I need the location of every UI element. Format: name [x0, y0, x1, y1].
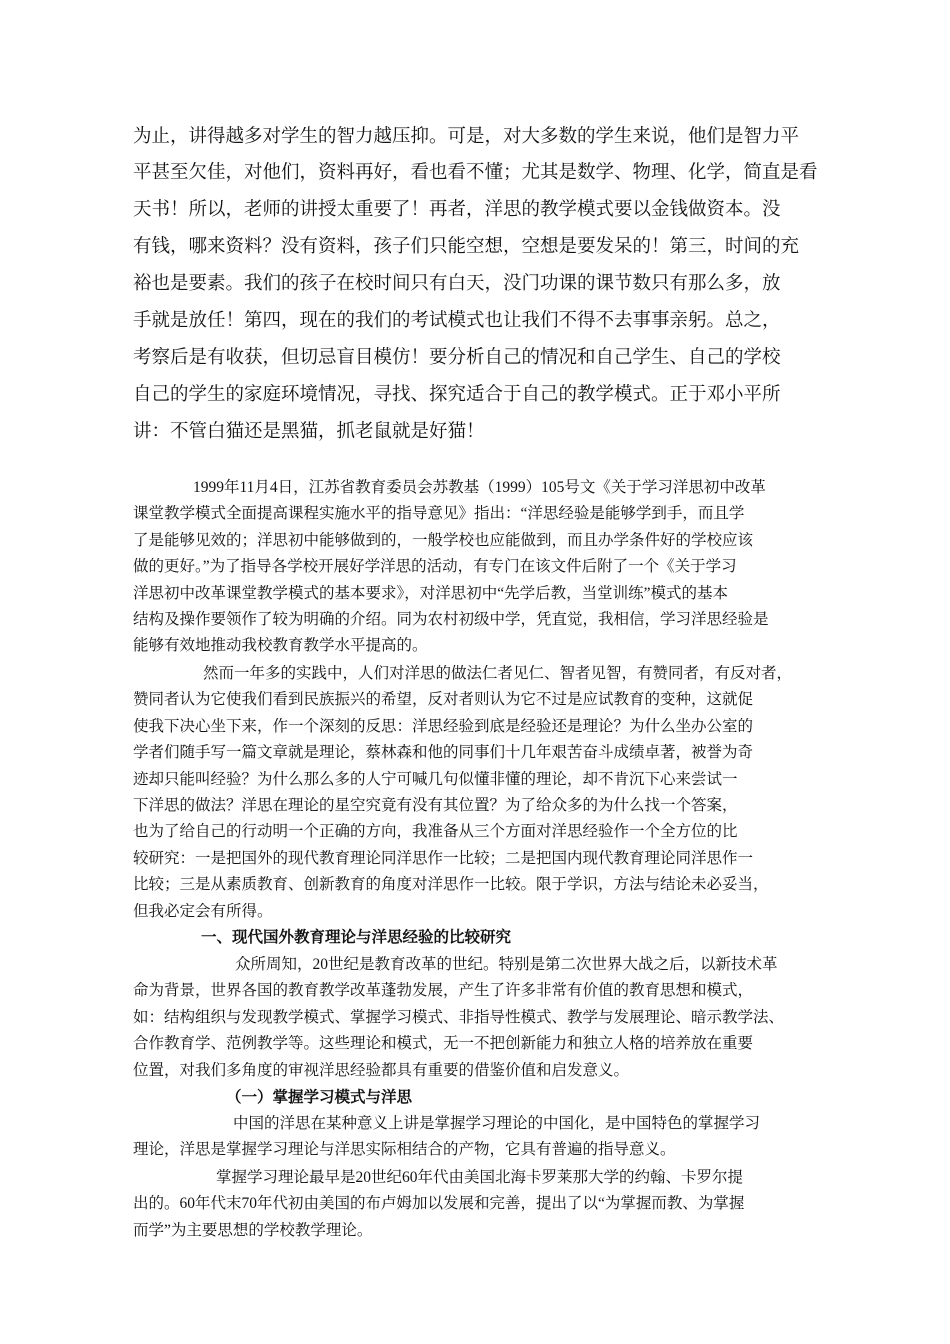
text-line: 了是能够见效的；洋思初中能够做到的，一般学校也应能做到，而且办学条件好的学校应该	[133, 531, 754, 549]
text-line: 学者们随手写一篇文章就是理论，蔡林森和他的同事们十几年艰苦奋斗成绩卓著，被誉为奇	[133, 744, 754, 762]
text-line: 理论，洋思是掌握学习理论与洋思实际相结合的产物，它具有普遍的指导意义。	[133, 1141, 676, 1159]
upper-text-block	[133, 120, 826, 450]
text-line: 为止，讲得越多对学生的智力越压抑。可是，对大多数的学生来说，他们是智力平	[133, 126, 800, 147]
text-line: 赞同者认为它使我们看到民族振兴的希望，反对者则认为它不过是应试教育的变种，这就促	[133, 691, 754, 709]
text-line: 考察后是有收获，但切忌盲目模仿！要分析自己的情况和自己学生、自己的学校	[133, 347, 781, 368]
text-line: 也为了给自己的行动明一个正确的方向，我准备从三个方面对洋思经验作一个全方位的比	[133, 823, 738, 841]
text-line: 做的更好。”为了指导各学校开展好学洋思的活动，有专门在该文件后附了一个《关于学习	[133, 558, 737, 576]
text-line: 出的。60年代末70年代初由美国的布卢姆加以发展和完善，提出了以“为掌握而教、为掌握	[133, 1195, 745, 1213]
text-line: 能够有效地推动我校教育教学水平提高的。	[133, 637, 428, 655]
text-line: 合作教育学、范例教学等。这些理论和模式，无一不把创新能力和独立人格的培养放在重要	[133, 1035, 754, 1053]
text-line: 中国的洋思在某种意义上讲是掌握学习理论的中国化，是中国特色的掌握学习	[233, 1115, 761, 1132]
text-line: 然而一年多的实践中，人们对洋思的做法仁者见仁、智者见智，有赞同者，有反对者，	[203, 665, 793, 682]
text-line: 洋思初中改革课堂教学模式的基本要求》，对洋思初中“先学后教，当堂训练”模式的基本	[133, 584, 729, 602]
text-line: 如：结构组织与发现教学模式、掌握学习模式、非指导性模式、教学与发展理论、暗示教学法、	[133, 1008, 785, 1026]
paragraph-mastery-history	[133, 1165, 826, 1244]
heading-text: （一）掌握学习模式与洋思	[226, 1089, 413, 1106]
text-line: 较研究：一是把国外的现代教育理论同洋思作一比较；二是把国内现代教育理论同洋思作一	[133, 849, 754, 867]
paragraph-mastery-intro	[133, 1111, 826, 1164]
text-line: 结构及操作要领作了较为明确的介绍。同为农村初级中学，凭直觉，我相信，学习洋思经验是	[133, 610, 769, 628]
text-line: 迹却只能叫经验？为什么那么多的人宁可喊几句似懂非懂的理论，却不肯沉下心来尝试一	[133, 770, 738, 788]
text-line: 下洋思的做法？洋思在理论的星空究竟有没有其位置？为了给众多的为什么找一个答案，	[133, 796, 738, 814]
text-line: 命为背景，世界各国的教育教学改革蓬勃发展，产生了许多非常有价值的教育思想和模式，	[133, 982, 754, 1000]
text-line: 但我必定会有所得。	[133, 902, 273, 920]
paragraph-intro	[133, 952, 826, 1084]
paragraph-reflection	[133, 661, 826, 925]
text-line: 讲：不管白猫还是黑猫，抓老鼠就是好猫！	[133, 421, 485, 442]
text-line: 裕也是要素。我们的孩子在校时间只有白天，没门功课的课节数只有那么多，放	[133, 273, 781, 294]
text-line: 有钱，哪来资料？没有资料，孩子们只能空想，空想是要发呆的！第三，时间的充	[133, 236, 800, 257]
text-line: 自己的学生的家庭环境情况，寻找、探究适合于自己的教学模式。正于邓小平所	[133, 384, 781, 405]
text-line: 平甚至欠佳，对他们，资料再好，看也看不懂；尤其是数学、物理、化学，简直是看	[133, 162, 818, 183]
text-line: 位置，对我们多角度的审视洋思经验都具有重要的借鉴价值和启发意义。	[133, 1061, 630, 1079]
text-line: 使我下决心坐下来，作一个深刻的反思：洋思经验到底是经验还是理论？为什么坐办公室的	[133, 717, 754, 735]
text-line: 比较；三是从素质教育、创新教育的角度对洋思作一比较。限于学识，方法与结论未必妥当，	[133, 876, 769, 894]
section-heading	[133, 925, 894, 951]
text-line: 而学”为主要思想的学校教学理论。	[133, 1221, 373, 1239]
text-line: 掌握学习理论最早是20世纪60年代由美国北海卡罗莱那大学的约翰、卡罗尔提	[216, 1169, 744, 1186]
heading-text: 一、现代国外教育理论与洋思经验的比较研究	[201, 929, 512, 946]
text-line: 手就是放任！第四，现在的我们的考试模式也让我们不得不去事事亲躬。总之，	[133, 310, 781, 331]
subsection-heading	[133, 1085, 919, 1111]
paragraph-directive	[133, 475, 826, 660]
text-line: 1999年11月4日，江苏省教育委员会苏教基（1999）105号文《关于学习洋思初中改革	[193, 479, 766, 496]
text-line: 天书！所以，老师的讲授太重要了！再者，洋思的教学模式要以金钱做资本。没	[133, 199, 781, 220]
text-line: 众所周知，20世纪是教育改革的世纪。特别是第二次世界大战之后，以新技术革	[235, 956, 778, 973]
text-line: 课堂教学模式全面提高课程实施水平的指导意见》指出：“洋思经验是能够学到手，而且学	[133, 505, 745, 523]
